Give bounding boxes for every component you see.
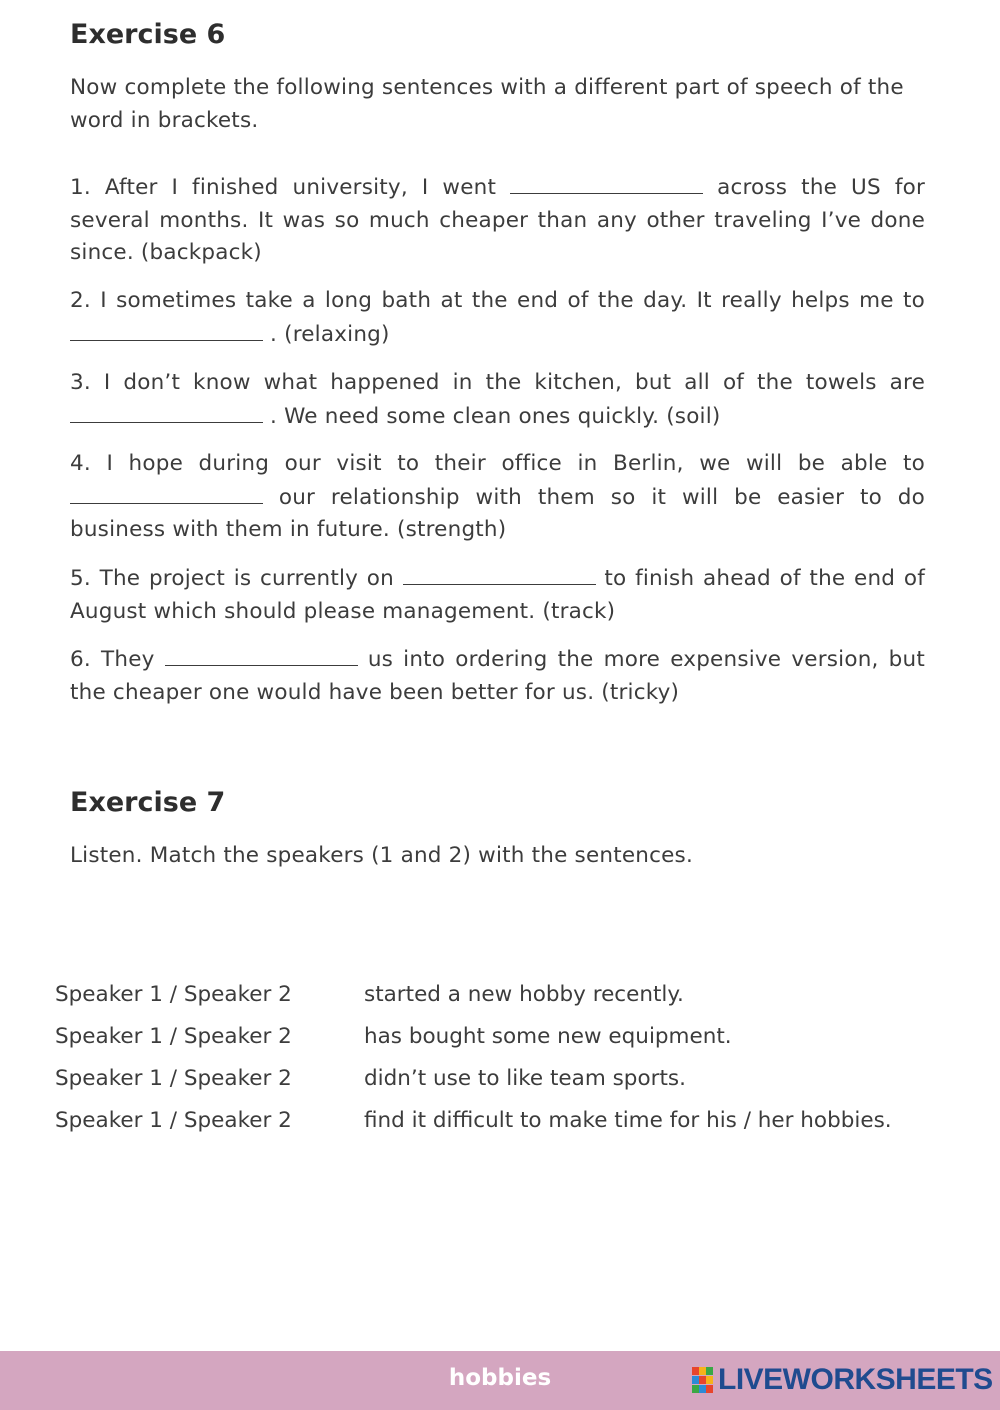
- match-row: [55, 1017, 985, 1057]
- item-text-before: 4. I hope during our visit to their office in Berlin, we will be able to: [70, 451, 925, 476]
- match-sentence: find it difficult to make time for his / her hobbies.: [364, 1108, 892, 1133]
- item-text-after: . We need some clean ones quickly. (soil): [263, 403, 721, 429]
- exercise-6-item-5: [70, 562, 925, 628]
- exercise-7-instruction: Listen. Match the speakers (1 and 2) with the sentences.: [70, 843, 693, 868]
- answer-blank-6[interactable]: [165, 643, 358, 666]
- answer-blank-2[interactable]: [70, 318, 263, 341]
- answer-blank-3[interactable]: [70, 400, 263, 423]
- footer-bar: [0, 1351, 1000, 1410]
- exercise-6-item-6: [70, 643, 925, 709]
- item-text-after: us into ordering the more expensive version, but the cheaper one would have been better for us. (tricky): [70, 647, 925, 705]
- item-text-after: to finish ahead of the end of August which should please management. (track): [70, 566, 925, 624]
- match-sentence: didn’t use to like team sports.: [364, 1066, 686, 1091]
- item-text-before: 1. After I finished university, I went: [70, 175, 511, 200]
- answer-blank-5[interactable]: [403, 562, 596, 585]
- speaker-choice-select[interactable]: Speaker 1 / Speaker 2: [55, 1024, 292, 1049]
- footer-title: hobbies: [448, 1365, 552, 1391]
- exercise-6-instruction: Now complete the following sentences with a different part of speech of the word in brackets.: [70, 75, 904, 133]
- exercise-6-item-3: [70, 367, 925, 433]
- match-row: [55, 1059, 985, 1099]
- item-text-before: 2. I sometimes take a long bath at the end of the day. It really helps me to: [70, 288, 925, 313]
- liveworksheets-logo-icon: [692, 1367, 714, 1393]
- exercise-6-item-1: [70, 171, 925, 270]
- liveworksheets-logo-text: LIVEWORKSHEETS: [718, 1363, 993, 1396]
- speaker-choice-select[interactable]: Speaker 1 / Speaker 2: [55, 1108, 292, 1133]
- item-text-before: 5. The project is currently on: [70, 566, 403, 591]
- exercise-6-title: Exercise 6: [70, 19, 226, 50]
- exercise-7-title: Exercise 7: [70, 787, 226, 818]
- item-text-before: 6. They: [70, 647, 165, 672]
- speaker-choice-select[interactable]: Speaker 1 / Speaker 2: [55, 1066, 292, 1091]
- match-row: [55, 975, 985, 1015]
- exercise-6-item-4: [70, 448, 925, 547]
- answer-blank-1[interactable]: [510, 171, 703, 194]
- item-text-before: 3. I don’t know what happened in the kitchen, but all of the towels are: [70, 370, 925, 395]
- speaker-choice-select[interactable]: Speaker 1 / Speaker 2: [55, 982, 292, 1007]
- exercise-6-item-2: [70, 285, 925, 351]
- item-text-after: our relationship with them so it will be easier to do business with them in future. (strength): [70, 484, 925, 542]
- match-row: [55, 1101, 985, 1141]
- item-text-after: . (relaxing): [263, 321, 390, 347]
- answer-blank-4[interactable]: [70, 481, 263, 504]
- item-text-after: across the US for several months. It was so much cheaper than any other traveling I’ve done since. (backpack): [70, 175, 926, 265]
- match-sentence: has bought some new equipment.: [364, 1024, 732, 1049]
- match-sentence: started a new hobby recently.: [364, 982, 684, 1007]
